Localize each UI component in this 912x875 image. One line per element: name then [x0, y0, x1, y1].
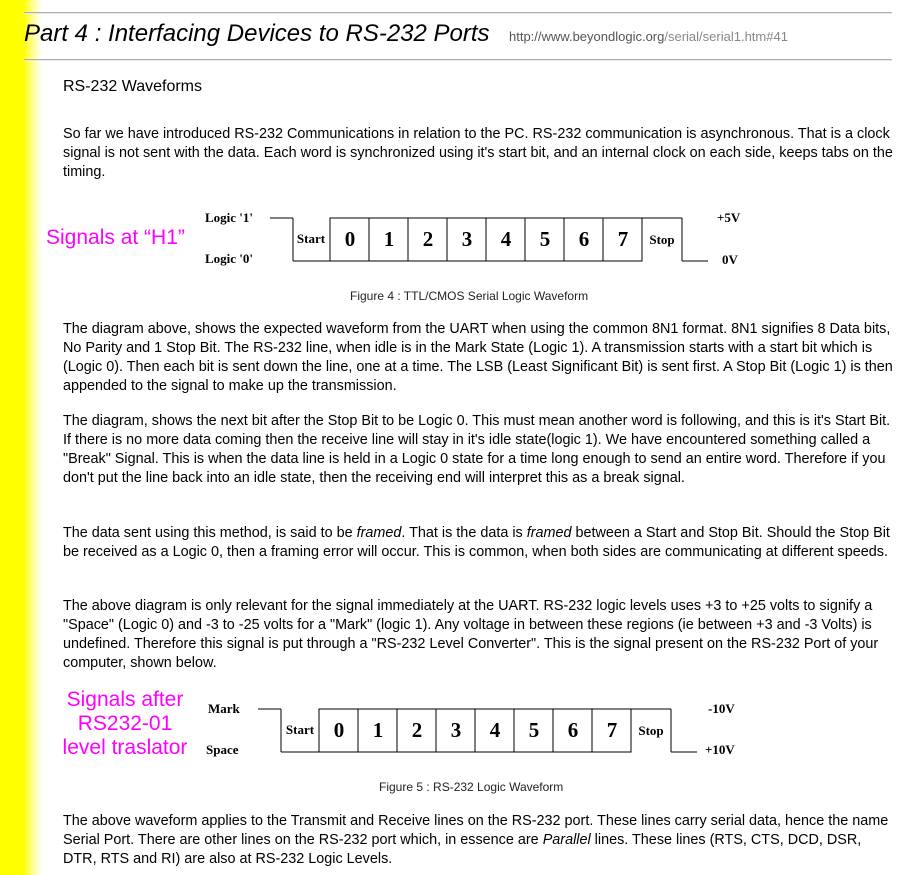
figure4-bit-4: 4: [500, 227, 512, 251]
annotation-line-1: Signals after: [66, 688, 184, 711]
annotation-line-3: level traslator: [62, 736, 188, 759]
paragraph-8n1: The diagram above, shows the expected waveform from the UART when using the common 8N1 format. 8N1 signifies 8 Data bits, No Parity and 1 Stop Bit. The RS-232 line, when idle is in the Mark State (Logic 1). A transmission starts with a start bit which is (Logic 0). Then each bit is sent down the line, one at a time. The LSB (Least Significant Bit) is sent first. A Stop Bit (Logic 1) is then appended to the signal to make up the transmission.: [63, 321, 893, 394]
figure5-bit-6: 6: [567, 718, 579, 742]
yellow-sidebar-decoration: [0, 0, 42, 875]
figure5-stop-label: Stop: [638, 723, 664, 738]
figure5-voltage-high: -10V: [708, 701, 735, 716]
figure5-waveform: [200, 696, 760, 766]
figure4-label-high: Logic '1': [205, 210, 254, 225]
figure4-caption: Figure 4 : TTL/CMOS Serial Logic Waveform: [350, 289, 589, 303]
figure4-bit-7: 7: [617, 227, 629, 251]
figure4-bit-cells: [345, 218, 629, 261]
annotation-signals-h1: Signals at “H1”: [46, 226, 185, 249]
top-divider: [24, 12, 892, 14]
figure4-stop-label: Stop: [649, 232, 675, 247]
paragraph-rs232-levels: The above diagram is only relevant for the signal immediately at the UART. RS-232 logic levels uses +3 to +25 volts to signify a "Space" (Logic 0) and -3 to -25 volts for a "Mark" (logic 1). Any voltage in between these regions (ie between +3 and -3 Volts) is undefined. Therefore this signal is put through a "RS-232 Level Converter". This is the signal present on the RS-232 Port of your computer, shown below.: [63, 598, 879, 671]
section-heading: RS-232 Waveforms: [63, 78, 202, 95]
figure4-waveform: [200, 205, 760, 275]
page-title: Part 4 : Interfacing Devices to RS-232 Ports: [24, 20, 490, 47]
paragraph-framing: [63, 524, 893, 562]
figure4-bit-5: 5: [539, 227, 551, 251]
paragraph-break-signal: The diagram, shows the next bit after the Stop Bit to be Logic 0. This must mean another word is following, and this is it's Start Bit. If there is no more data coming then the receive line will stay in it's idle state(logic 1). We have encountered something called a "Break" Signal. This is when the data line is held in a Logic 0 state for a time long enough to send an entire word. Therefore if you don't put the line back into an idle state, then the receiving end will interpret this as a break signal.: [63, 413, 891, 486]
framing-text-c: between a Start and Stop Bit. Should the Stop Bit be received as a Logic 0, then a framing error will occur. This is common, when both sides are communicating at different speeds.: [63, 525, 890, 560]
page-url[interactable]: [509, 29, 788, 44]
figure4-label-low: Logic '0': [205, 251, 254, 266]
figure5-label-low: Space: [206, 742, 239, 757]
framing-text-b: . That is the data is: [401, 525, 527, 541]
figure5-label-high: Mark: [208, 701, 240, 716]
figure5-voltage-low: +10V: [705, 742, 735, 757]
title-divider: [24, 59, 892, 61]
url-path: /serial/serial1.htm#41: [664, 29, 788, 44]
figure5-bit-5: 5: [528, 718, 540, 742]
figure4-start-label: Start: [296, 231, 326, 246]
framing-emphasis-2: framed: [526, 525, 572, 541]
figure4-bit-1: 1: [383, 227, 395, 251]
figure4-voltage-low: 0V: [722, 252, 738, 267]
figure5-bit-3: 3: [450, 718, 462, 742]
figure4-voltage-high: +5V: [717, 210, 741, 225]
figure5-bit-1: 1: [372, 718, 384, 742]
figure4-bit-0: 0: [344, 227, 356, 251]
framing-emphasis-1: framed: [356, 525, 402, 541]
figure5-bit-cells: [334, 709, 618, 752]
figure4-bit-3: 3: [461, 227, 473, 251]
serial-text-b: lines. These lines (RTS, CTS, DCD, DSR, DTR, RTS and RI) are also at RS-232 Logic Levels.: [63, 832, 862, 867]
annotation-line-2: RS232-01: [77, 712, 173, 735]
figure4-bit-6: 6: [578, 227, 590, 251]
figure5-bit-7: 7: [606, 718, 618, 742]
serial-emphasis: Parallel: [542, 832, 591, 848]
figure5-bit-0: 0: [333, 718, 345, 742]
paragraph-serial-port-lines: [63, 812, 893, 869]
url-domain: http://www.beyondlogic.org: [509, 29, 665, 44]
figure5-bit-2: 2: [411, 718, 423, 742]
framing-text-a: The data sent using this method, is said to be: [63, 525, 357, 541]
serial-text-a: The above waveform applies to the Transmit and Receive lines on the RS-232 port. These lines carry serial data, hence the name Serial Port. There are other lines on the RS-232 port which, in essence are: [63, 813, 889, 848]
figure5-start-label: Start: [285, 722, 315, 737]
figure5-bit-4: 4: [489, 718, 501, 742]
paragraph-intro: So far we have introduced RS-232 Communications in relation to the PC. RS-232 communication is asynchronous. That is a clock signal is not sent with the data. Each word is synchronized using it's start bit, and an internal clock on each side, keeps tabs on the timing.: [63, 126, 893, 180]
annotation-signals-after: [46, 688, 204, 760]
figure4-bit-2: 2: [422, 227, 434, 251]
figure5-caption: Figure 5 : RS-232 Logic Waveform: [379, 780, 564, 794]
